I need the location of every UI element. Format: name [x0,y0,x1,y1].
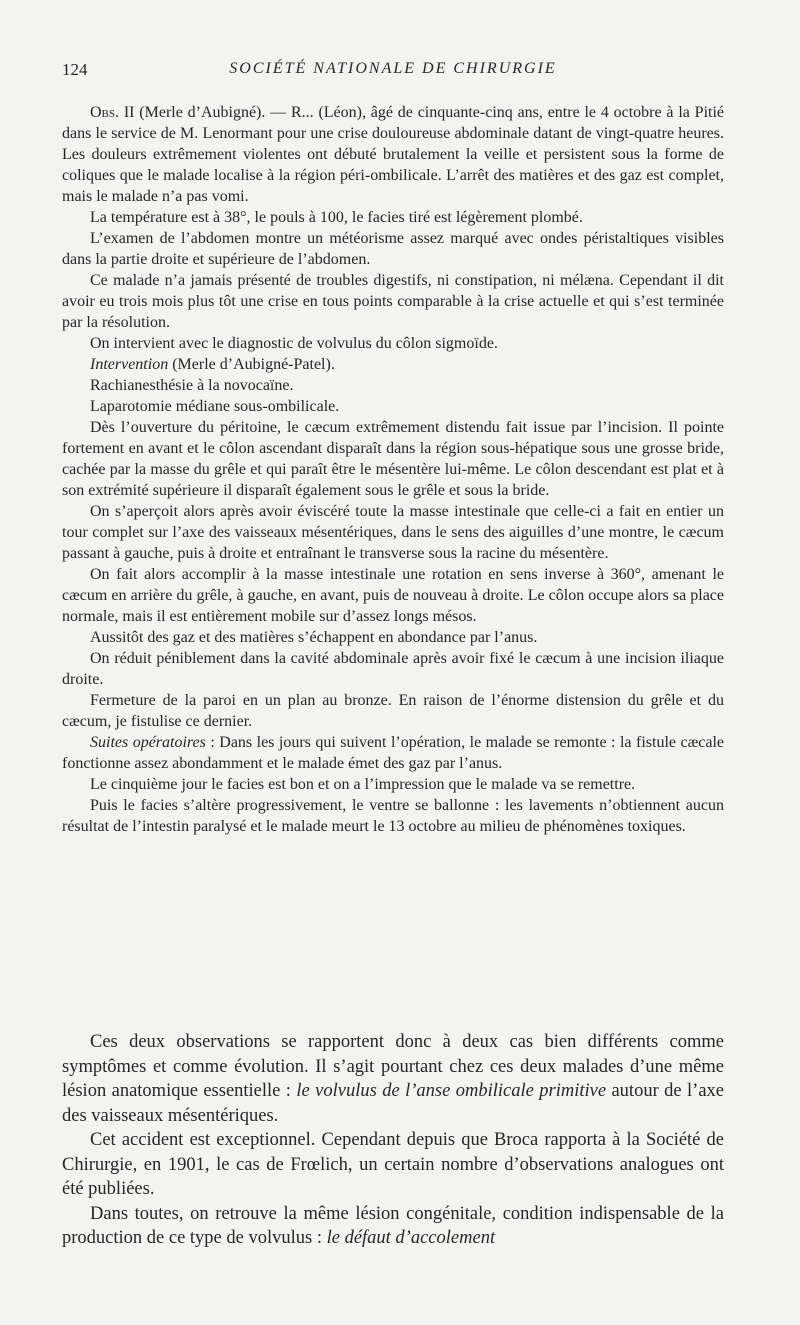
observation-text: (Merle d’Aubigné-Patel). [168,356,335,373]
observation-text: : Dans les jours qui suivent l’opération, le malade se remonte : la fistule cæcale fonctionne assez abondamment et le malade émet des gaz par l’anus. [62,734,724,772]
body-text: autour de l’axe des vaisseaux mésentériques. [62,1081,725,1126]
observation-paragraph: Dès l’ouverture du péritoine, le cæcum extrêmement distendu fait issue par l’incision. Il pointe fortement en avant et le côlon ascendant disparaît dans la région sous-hépatique sous une grosse bride, cachée par la masse du grêle et qui paraît être le mésentère lui-même. Le côlon descendant est plat et à son extrémité supérieure il disparaît également sous le grêle et sous la bride. [62,419,724,499]
body-paragraph [62,1030,724,1128]
observation-paragraph: Aussitôt des gaz et des matières s’échappent en abondance par l’anus. [90,629,538,646]
observation-lead: Obs. [90,104,120,121]
italic-heading: Suites opératoires [90,734,206,751]
observation-paragraph: Laparotomie médiane sous-ombilicale. [90,398,340,415]
page-number: 124 [62,60,88,79]
body-text: Dans toutes, on retrouve la même lésion congénitale, condition indispensable de la production de ce type de volvulus : [62,1203,724,1248]
observation-paragraph [62,732,724,774]
observation-paragraph: Puis le facies s’altère progressivement, le ventre se ballonne : les lavements n’obtiennent aucun résultat de l’intestin paralysé et le malade meurt le 13 octobre au milieu de phénomènes toxiques. [62,797,724,835]
observation-paragraph [62,102,724,207]
observation-paragraph [62,354,724,375]
observation-paragraph: La température est à 38°, le pouls à 100, le facies tiré est légèrement plombé. [90,209,583,226]
observation-paragraph: Rachianesthésie à la novocaïne. [90,377,294,394]
observation-block [62,102,724,837]
observation-paragraph: On réduit péniblement dans la cavité abdominale après avoir fixé le cæcum à une incision iliaque droite. [62,650,724,688]
italic-emphasis: le défaut d’accolement [326,1228,496,1248]
observation-paragraph: Le cinquième jour le facies est bon et on a l’impression que le malade va se remettre. [90,776,636,793]
observation-paragraph: L’examen de l’abdomen montre un météorisme assez marqué avec ondes péristaltiques visibles dans la partie droite et supérieure de l’abdomen. [62,230,724,268]
observation-text: II (Merle d’Aubigné). — R... (Léon), âgé de cinquante-cinq ans, entre le 4 octobre à la Pitié dans le service de M. Lenormant pour une crise douloureuse abdominale datant de vingt-quatre heures. Les douleurs extrêmement violentes ont débuté brutalement la veille et persistent sous la forme de coliques que le malade localise à la région péri-ombilicale. L’arrêt des matières et des gaz est complet, mais le malade n’a pas vomi. [62,104,725,205]
observation-paragraph: Fermeture de la paroi en un plan au bronze. En raison de l’énorme distension du grêle et du cæcum, je fistulise ce dernier. [62,692,724,730]
main-text-block [62,1030,724,1251]
observation-paragraph: On s’aperçoit alors après avoir éviscéré toute la masse intestinale que celle-ci a fait en entier un tour complet sur l’axe des vaisseaux mésentériques, dans le sens des aiguilles d’une montre, le cæcum passant à gauche, puis à droite et entraînant le transverse sous la racine du mésentère. [62,503,724,562]
observation-paragraph: Ce malade n’a jamais présenté de troubles digestifs, ni constipation, ni mélæna. Cependant il dit avoir eu trois mois plus tôt une crise en tous points comparable à la crise actuelle et qui s’est terminée par la résolution. [62,272,724,331]
italic-heading: Intervention [90,356,169,373]
body-text: Ces deux observations se rapportent donc à deux cas bien différents comme symptômes et comme évolution. Il s’agit pourtant chez ces deux malades d’une même lésion anatomique essentielle : [62,1032,724,1101]
body-paragraph [62,1202,724,1251]
running-title: SOCIÉTÉ NATIONALE DE CHIRURGIE [229,60,557,77]
body-paragraph: Cet accident est exceptionnel. Cependant depuis que Broca rapporta à la Société de Chirurgie, en 1901, le cas de Frœlich, un certain nombre d’observations analogues ont été publiées. [62,1130,724,1199]
italic-emphasis: le volvulus de l’anse ombilicale primitive [296,1081,607,1101]
page-header [62,60,724,86]
observation-paragraph: On fait alors accomplir à la masse intestinale une rotation en sens inverse à 360°, amenant le cæcum en arrière du grêle, à gauche, en avant, puis de nouveau à droite. Le côlon occupe alors sa place normale, mais il est entièrement mobile sur d’assez longs mésos. [62,566,724,625]
observation-paragraph: On intervient avec le diagnostic de volvulus du côlon sigmoïde. [90,335,498,352]
